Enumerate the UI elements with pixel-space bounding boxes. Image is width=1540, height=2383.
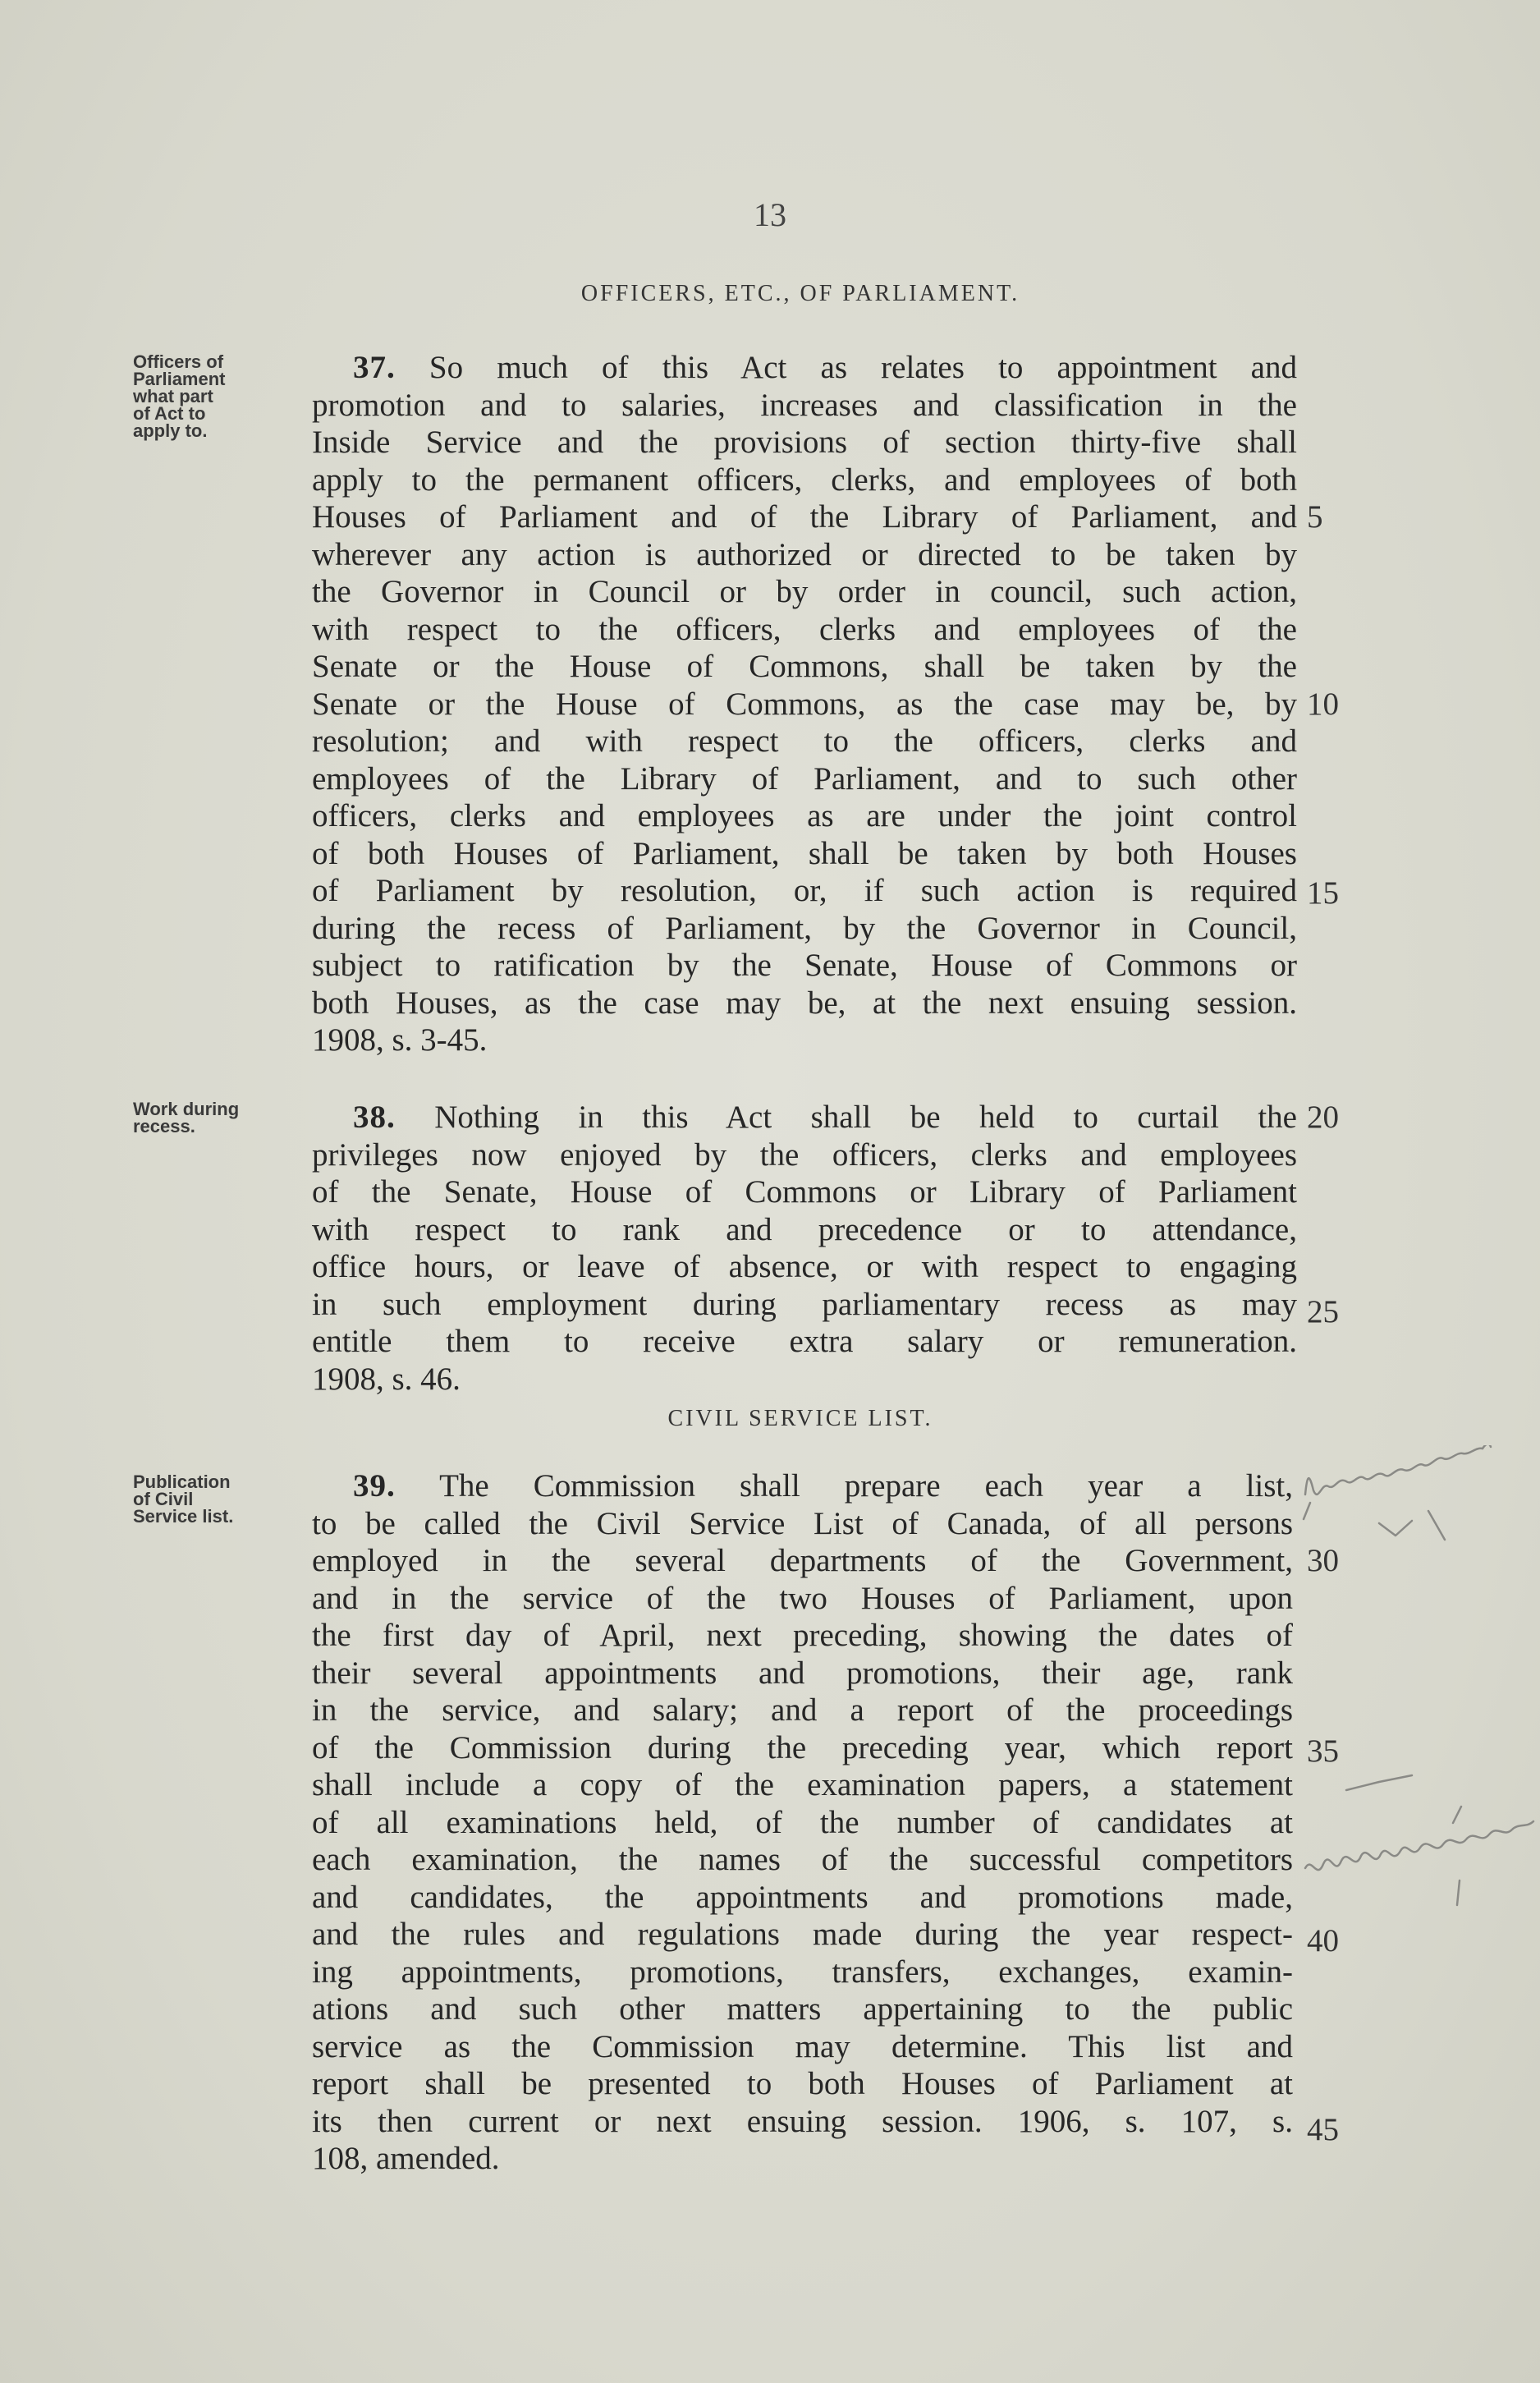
text-line: during the recess of Parliament, by the Governor in Council,	[312, 910, 1297, 946]
section-38	[312, 1099, 1297, 1398]
text-line: of Parliament by resolution, or, if such action is required	[312, 873, 1297, 908]
line-number: 25	[1307, 1294, 1339, 1329]
text-line: shall include a copy of the examination papers, a statement	[312, 1767, 1293, 1802]
text-line: employed in the several departments of the Government,	[312, 1543, 1293, 1578]
text-line	[312, 349, 1297, 387]
line-number: 35	[1307, 1733, 1339, 1769]
sidenote-section-39	[133, 1473, 289, 1525]
text-line: its then current or next ensuing session. 1906, s. 107, s.	[312, 2103, 1293, 2139]
page-number: 13	[754, 196, 786, 233]
sidenote-line: of Civil	[133, 1489, 194, 1509]
handwritten-annotation	[1289, 1445, 1540, 1922]
text-line: ing appointments, promotions, transfers, exchanges, examin-	[312, 1954, 1293, 1990]
text-line: wherever any action is authorized or directed to be taken by	[312, 536, 1297, 572]
sidenote-section-38	[133, 1100, 289, 1135]
sidenote-line: what part	[133, 386, 213, 406]
text-line: officers, clerks and employees as are under the joint control	[312, 798, 1297, 833]
section-heading-civil-service: CIVIL SERVICE LIST.	[667, 1406, 933, 1431]
text-line: 1908, s. 3-45.	[312, 1022, 488, 1058]
section-number: 38.	[353, 1100, 396, 1135]
text-line-content: So much of this Act as relates to appointment and	[429, 350, 1297, 385]
line-number: 20	[1307, 1100, 1339, 1135]
text-line-content: The Commission shall prepare each year a list,	[439, 1468, 1294, 1504]
line-number: 40	[1307, 1923, 1339, 1958]
text-line: to be called the Civil Service List of Canada, of all persons	[312, 1505, 1293, 1541]
text-line: employees of the Library of Parliament, and to such other	[312, 760, 1297, 797]
text-line-content: Nothing in this Act shall be held to curtail the	[434, 1100, 1297, 1135]
sidenote-line: Work during	[133, 1099, 240, 1119]
text-line: ations and such other matters appertaining to the public	[312, 1991, 1293, 2027]
text-line: of the Senate, House of Commons or Library of Parliament	[312, 1174, 1297, 1210]
text-line: privileges now enjoyed by the officers, clerks and employees	[312, 1136, 1297, 1173]
section-number: 37.	[353, 350, 396, 385]
text-line: office hours, or leave of absence, or with respect to engaging	[312, 1249, 1297, 1284]
line-number: 30	[1307, 1543, 1339, 1578]
text-line: promotion and to salaries, increases and classification in the	[312, 387, 1297, 423]
text-line	[312, 1099, 1297, 1136]
text-line: their several appointments and promotions, their age, rank	[312, 1655, 1293, 1691]
text-line: resolution; and with respect to the officers, clerks and	[312, 723, 1297, 759]
sidenote-line: recess.	[133, 1116, 195, 1136]
text-line: in the service, and salary; and a report of the proceedings	[312, 1692, 1293, 1728]
sidenote-line: Service list.	[133, 1506, 234, 1527]
sidenote-line: of Act to	[133, 403, 206, 424]
section-heading-officers: OFFICERS, ETC., OF PARLIAMENT.	[580, 281, 1020, 306]
text-line: with respect to the officers, clerks and employees of the	[312, 611, 1297, 647]
sidenote-line: apply to.	[133, 420, 208, 441]
text-line: report shall be presented to both Houses of Parliament at	[312, 2066, 1293, 2101]
line-number: 5	[1307, 499, 1323, 535]
text-line: of both Houses of Parliament, shall be taken by both Houses	[312, 835, 1297, 871]
text-line: 1908, s. 46.	[312, 1361, 461, 1397]
text-line: subject to ratification by the Senate, House of Commons or	[312, 948, 1297, 983]
line-number: 15	[1307, 875, 1339, 911]
line-number: 45	[1307, 2112, 1339, 2147]
text-line: entitle them to receive extra salary or remuneration.	[312, 1324, 1297, 1359]
text-line: both Houses, as the case may be, at the next ensuing session.	[312, 985, 1297, 1021]
sidenote-line: Parliament	[133, 369, 226, 389]
text-line: and the rules and regulations made during the year respect-	[312, 1917, 1293, 1952]
text-line: Houses of Parliament and of the Library of Parliament, and	[312, 499, 1297, 535]
text-line: each examination, the names of the successful competitors	[312, 1842, 1293, 1877]
section-39	[312, 1467, 1293, 2178]
text-line: the Governor in Council or by order in council, such action,	[312, 574, 1297, 609]
text-line: in such employment during parliamentary recess as may	[312, 1286, 1297, 1322]
sidenote-line: Officers of	[133, 351, 224, 372]
text-line: Inside Service and the provisions of section thirty-five shall	[312, 425, 1297, 460]
text-line: Senate or the House of Commons, shall be taken by the	[312, 649, 1297, 684]
text-line: 108, amended.	[312, 2141, 500, 2176]
section-37	[312, 349, 1297, 1059]
text-line: with respect to rank and precedence or to attendance,	[312, 1211, 1297, 1247]
text-line: service as the Commission may determine. This list and	[312, 2028, 1293, 2064]
line-number: 10	[1307, 686, 1339, 722]
text-line: and in the service of the two Houses of Parliament, upon	[312, 1580, 1293, 1616]
text-line: and candidates, the appointments and promotions made,	[312, 1879, 1293, 1915]
text-line: of all examinations held, of the number of candidates at	[312, 1804, 1293, 1840]
text-line: Senate or the House of Commons, as the case may be, by	[312, 686, 1297, 722]
sidenote-line: Publication	[133, 1472, 231, 1492]
text-line: the first day of April, next preceding, showing the dates of	[312, 1618, 1293, 1653]
text-line: apply to the permanent officers, clerks, and employees of both	[312, 461, 1297, 498]
sidenote-section-37	[133, 353, 289, 439]
section-number: 39.	[353, 1468, 396, 1504]
text-line	[312, 1467, 1293, 1505]
text-line: of the Commission during the preceding year, which report	[312, 1729, 1293, 1765]
